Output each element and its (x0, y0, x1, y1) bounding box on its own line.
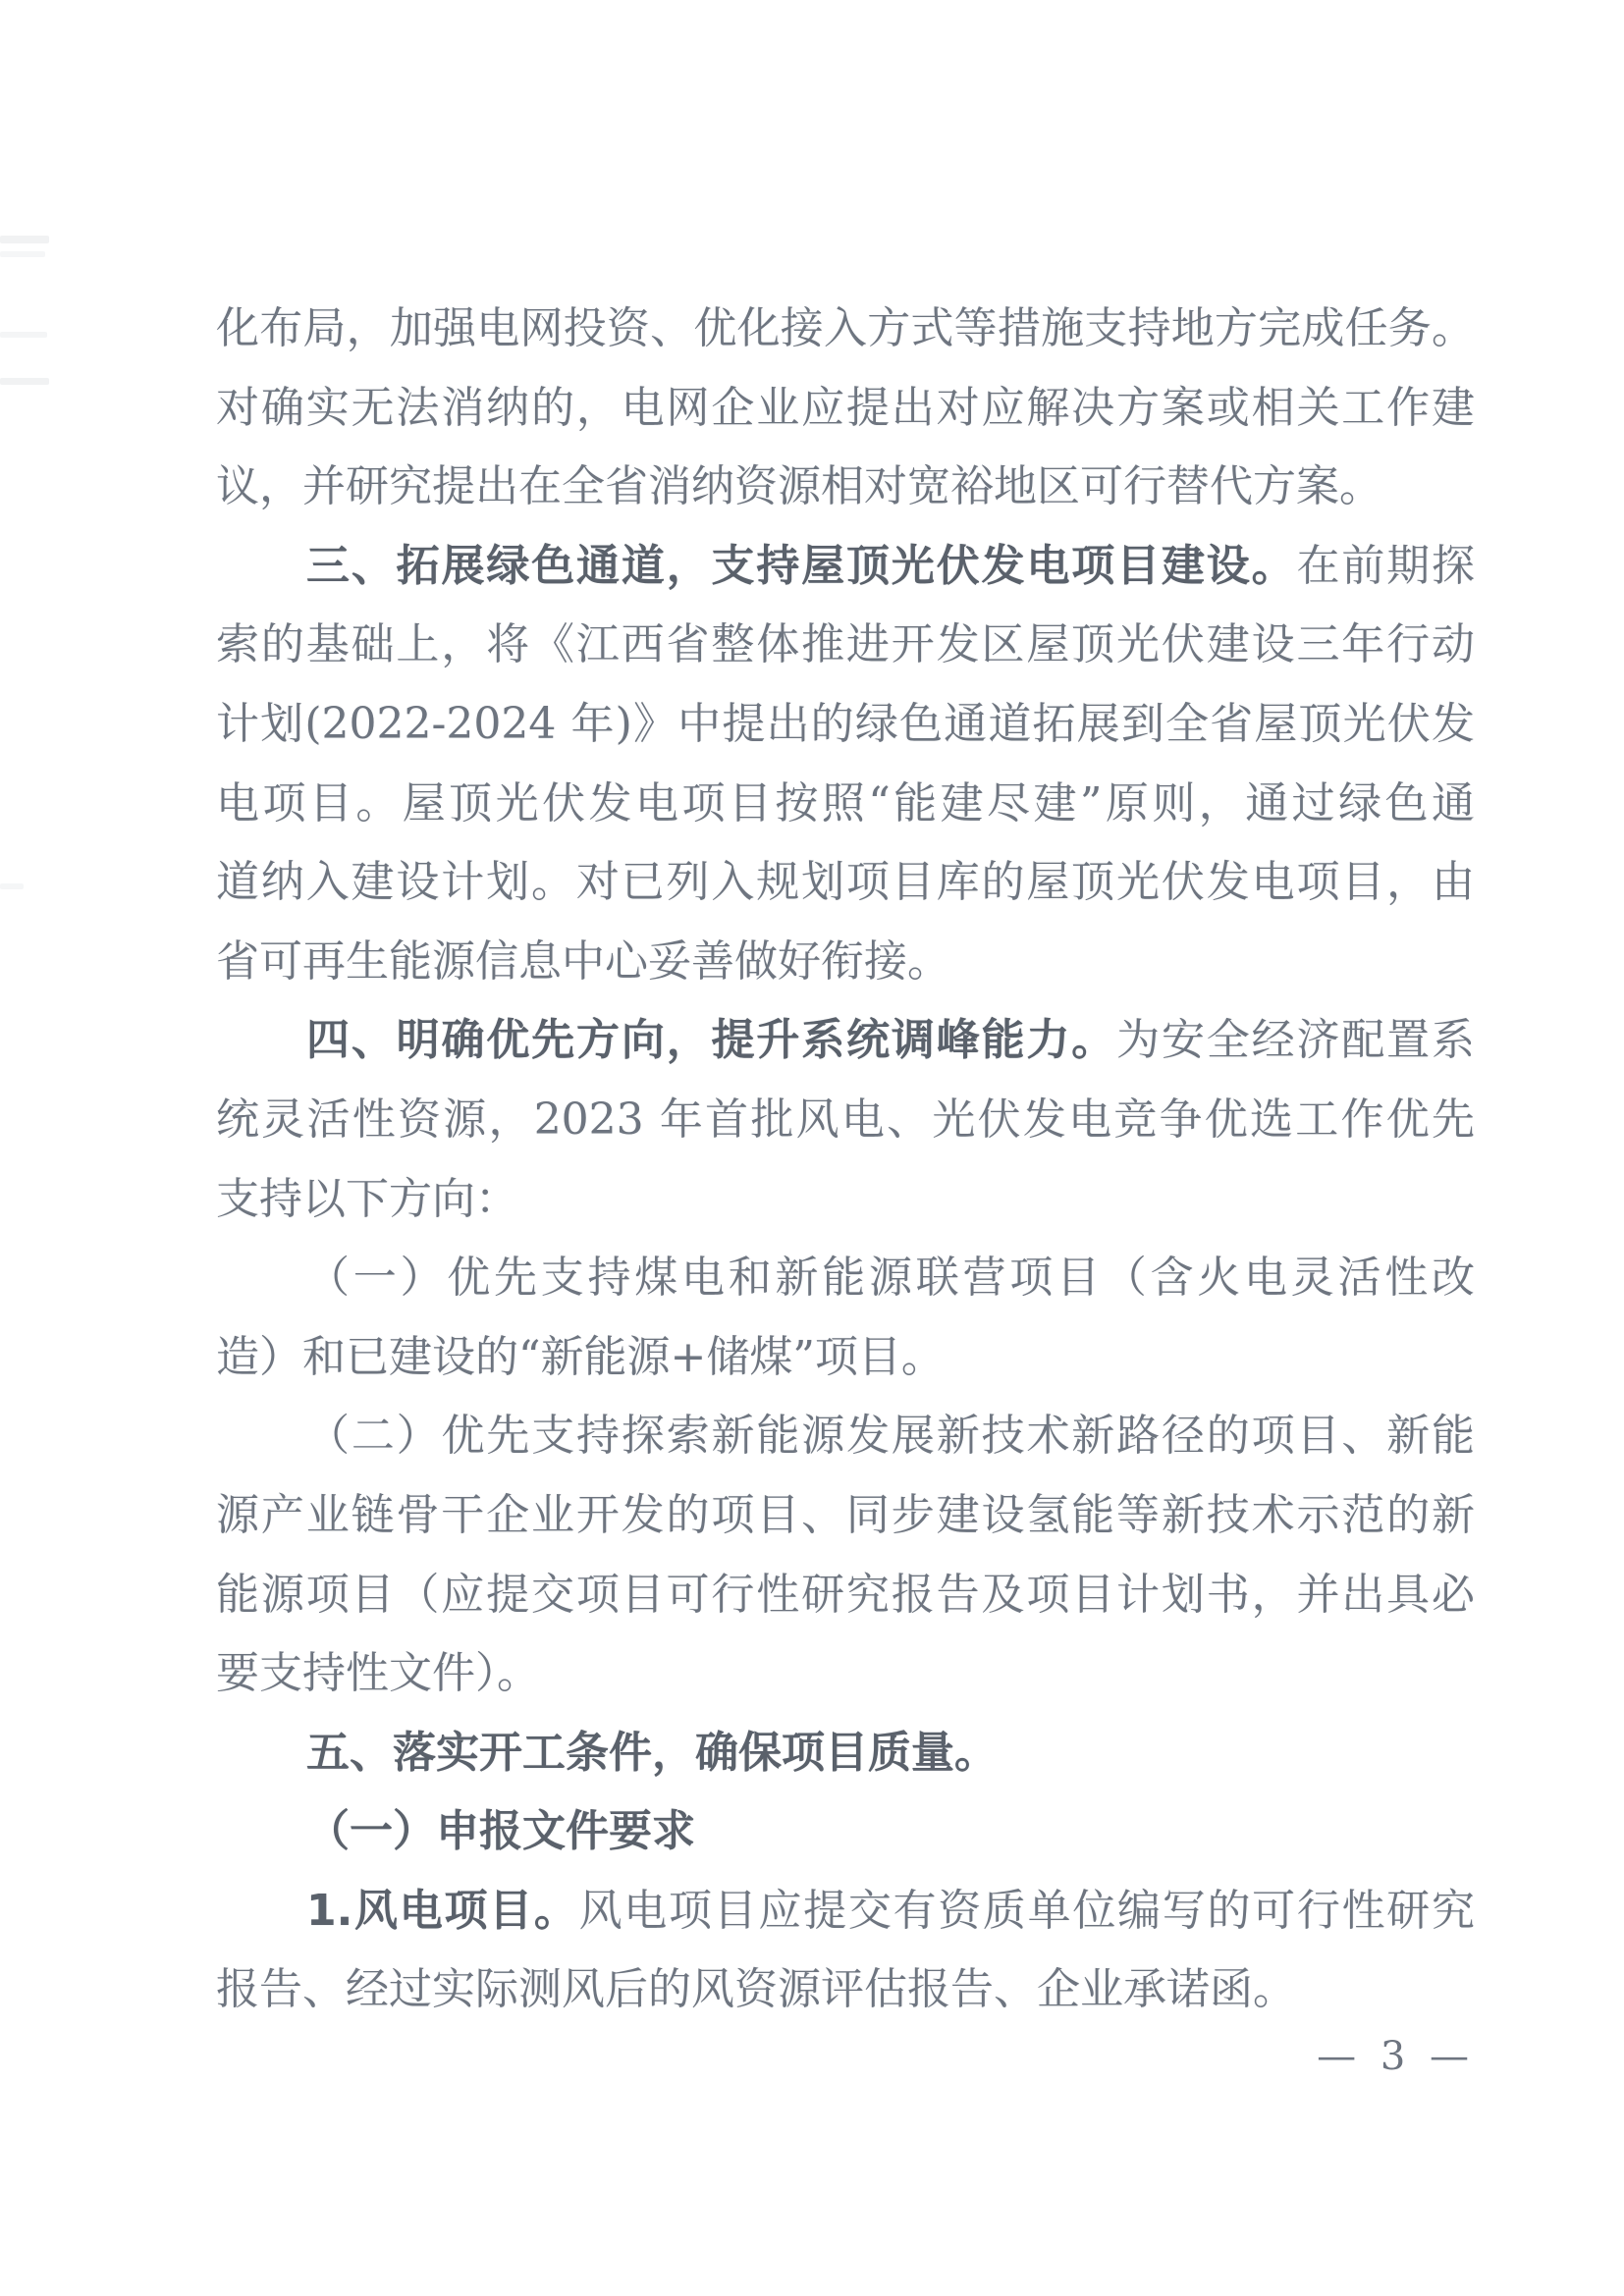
text-run: 报告、经过实际测风后的风资源评估报告、企业承诺函。 (216, 1964, 1296, 2015)
text-line (216, 1950, 1475, 2030)
text-line (216, 1239, 1475, 1318)
document-text (216, 290, 1475, 2030)
text-run: 计划(2022-2024 年)》中提出的绿色通道拓展到全省屋顶光伏发 (216, 698, 1475, 749)
text-run: 对确实无法消纳的，电网企业应提出对应解决方案或相关工作建 (216, 382, 1475, 433)
text-line (216, 843, 1475, 923)
text-line (216, 1397, 1475, 1476)
text-line (216, 1792, 1475, 1872)
bold-text-run: 四、明确优先方向，提升系统调峰能力。 (306, 1015, 1117, 1066)
text-line (216, 765, 1475, 844)
text-run: 电项目。屋顶光伏发电项目按照“能建尽建”原则，通过绿色通 (216, 777, 1475, 828)
text-line (216, 290, 1475, 369)
text-run: 源产业链骨干企业开发的项目、同步建设氢能等新技术示范的新 (216, 1489, 1475, 1540)
text-line (216, 923, 1475, 1002)
text-run: 统灵活性资源，2023 年首批风电、光伏发电竞争优选工作优先 (216, 1094, 1475, 1145)
text-line (216, 1714, 1475, 1793)
text-line (216, 527, 1475, 607)
text-line (216, 685, 1475, 765)
text-run: 在前期探 (1296, 540, 1476, 591)
text-run: 省可再生能源信息中心妥善做好衔接。 (216, 935, 950, 987)
text-run: （一）优先支持煤电和新能源联营项目（含火电灵活性改 (306, 1253, 1475, 1304)
scan-artifact (0, 883, 24, 889)
text-run: 造）和已建设的“新能源+储煤”项目。 (216, 1331, 945, 1382)
bold-text-run: 三、拓展绿色通道，支持屋顶光伏发电项目建设。 (306, 540, 1297, 591)
text-run: 议，并研究提出在全省消纳资源相对宽裕地区可行替代方案。 (216, 461, 1382, 512)
text-line (216, 369, 1475, 449)
text-line (216, 1872, 1475, 1951)
text-line (216, 1634, 1475, 1714)
text-run: 支持以下方向： (216, 1173, 518, 1224)
bold-text-run: 五、落实开工条件，确保项目质量。 (306, 1727, 998, 1778)
text-run: （二）优先支持探索新能源发展新技术新路径的项目、新能 (306, 1411, 1475, 1462)
text-run: 化布局，加强电网投资、优化接入方式等措施支持地方完成任务。 (216, 303, 1475, 353)
text-line (216, 1160, 1475, 1240)
bold-text-run: （一）申报文件要求 (306, 1806, 695, 1857)
text-line (216, 1476, 1475, 1556)
text-run: 为安全经济配置系 (1116, 1015, 1476, 1066)
bold-text-run: 1.风电项目。 (306, 1885, 579, 1936)
text-line (216, 1001, 1475, 1081)
text-line (216, 606, 1475, 685)
text-run: 索的基础上，将《江西省整体推进开发区屋顶光伏建设三年行动 (216, 619, 1475, 670)
text-line (216, 1081, 1475, 1160)
scan-artifact (0, 251, 45, 257)
text-line (216, 1318, 1475, 1398)
scan-artifact (0, 378, 49, 385)
text-run: 道纳入建设计划。对已列入规划项目库的屋顶光伏发电项目，由 (216, 857, 1475, 908)
text-run: 风电项目应提交有资质单位编写的可行性研究 (578, 1885, 1475, 1936)
scan-artifact (0, 332, 47, 338)
text-run: 能源项目（应提交项目可行性研究报告及项目计划书，并出具必 (216, 1569, 1475, 1620)
page-number: — 3 — (1317, 2034, 1475, 2079)
scan-artifact (0, 236, 49, 243)
text-line (216, 448, 1475, 527)
text-run: 要支持性文件）。 (216, 1648, 540, 1699)
text-line (216, 1556, 1475, 1635)
